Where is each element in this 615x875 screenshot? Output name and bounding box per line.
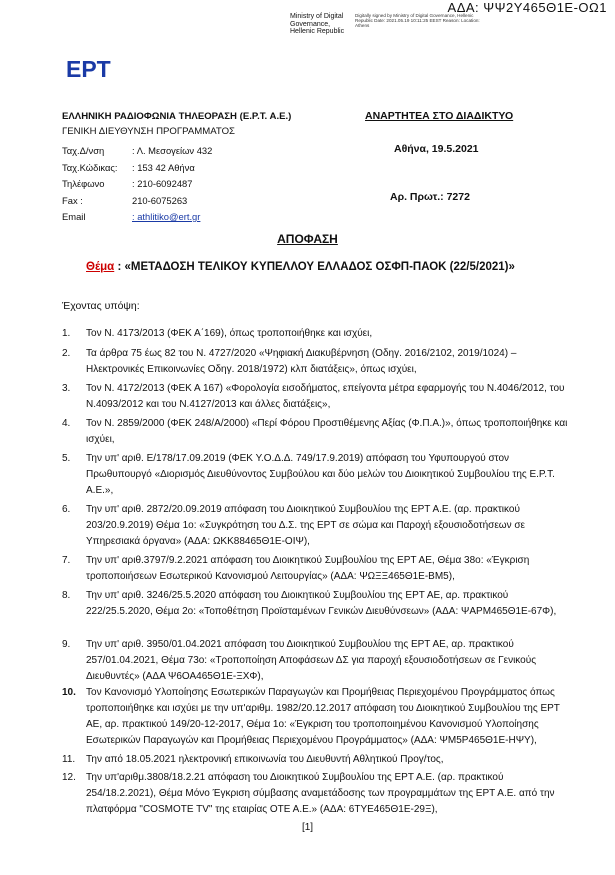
item-text: Την υπ' αριθ. 3246/25.5.2020 απόφαση του Διοικητικού Συμβουλίου της ΕΡΤ ΑΕ, αρ. πρακτικού 222/25.5.2020, Θέμα 2ο: «Τοποθέτηση Προϊσταμένων Γενικών Διευθύνσεων» (ΑΔΑ: ΨΑΡΜ465Θ1Ε-67Φ),: [86, 590, 557, 617]
division-name: ΓΕΝΙΚΗ ΔΙΕΥΘΥΝΣΗ ΠΡΟΓΡΑΜΜΑΤΟΣ: [62, 126, 235, 137]
contact-value: : 210-6092487: [132, 178, 193, 189]
ada-code: ΑΔΑ: ΨΨ2Υ465Θ1Ε-ΟΩ1: [447, 0, 607, 15]
item-number: 10.: [62, 687, 76, 698]
email-link[interactable]: : athlitiko@ert.gr: [132, 211, 201, 222]
item-text: Τον Ν. 4172/2013 (ΦΕΚ Α 167) «Φορολογία εισοδήματος, επείγοντα μέτρα εφαρμογής του Ν.4046/2012, του Ν.4093/2012 και του Ν.4127/2013 και άλλες διατάξεις»,: [86, 383, 565, 410]
intro-text: Έχοντας υπόψη:: [62, 300, 140, 312]
item-number: 3.: [62, 383, 71, 394]
item-number: 8.: [62, 590, 71, 601]
document-title: ΑΠΟΦΑΣΗ: [277, 232, 338, 246]
subject-line: [86, 261, 515, 273]
item-text: Τον Ν. 2859/2000 (ΦΕΚ 248/Α/2000) «Περί Φόρου Προστιθέμενης Αξίας (Φ.Π.Α.)», όπως τροποποιήθηκε και ισχύει,: [86, 418, 568, 445]
item-number: 6.: [62, 504, 71, 515]
item-number: 1.: [62, 328, 71, 339]
item-number: 12.: [62, 772, 76, 783]
organization-name: ΕΛΛΗΝΙΚΗ ΡΑΔΙΟΦΩΝΙΑ ΤΗΛΕΟΡΑΣΗ (Ε.Ρ.Τ. Α.Ε.): [62, 111, 292, 122]
item-number: 4.: [62, 418, 71, 429]
contact-label: Fax :: [62, 194, 83, 206]
item-text: Την υπ' αριθ. 3950/01.04.2021 απόφαση του Διοικητικού Συμβουλίου της ΕΡΤ ΑΕ, αρ. πρακτικού 257/01.04.2021, Θέμα 73ο: «Τροποποίηση Αποφάσεων ΔΣ για παροχή εξουσιοδοτήσεων σε Γενικούς Διευθυντές» (ΑΔΑ Ψ6ΟΑ465Θ1Ε-ΞΧΦ),: [86, 639, 537, 682]
item-number: 11.: [62, 754, 76, 765]
item-number: 7.: [62, 555, 71, 566]
subject-label: Θέμα: [86, 261, 115, 273]
digital-signature-stamp: [290, 13, 490, 61]
item-text: Τον Ν. 4173/2013 (ΦΕΚ Α΄169), όπως τροποποιήθηκε και ισχύει,: [86, 328, 373, 339]
ert-logo: ΕΡΤ: [66, 56, 111, 82]
subject-text: : «ΜΕΤΑΔΟΣΗ ΤΕΛΙΚΟΥ ΚΥΠΕΛΛΟΥ ΕΛΛΑΔΟΣ ΟΣΦΠ-ΠΑΟΚ (22/5/2021)»: [114, 261, 515, 273]
item-text: Την υπ' αριθ.3797/9.2.2021 απόφαση του Διοικητικού Συμβουλίου της ΕΡΤ ΑΕ, Θέμα 38ο: «Έγκριση τροποποιήσεων Εσωτερικού Κανονισμού Λειτουργίας» (ΑΔΑ: ΨΩΞΞ465Θ1Ε-ΒΜ5),: [86, 555, 530, 582]
protocol-number: Αρ. Πρωτ.: 7272: [390, 191, 470, 203]
contact-value: : 153 42 Αθήνα: [132, 161, 195, 173]
item-text: Την από 18.05.2021 ηλεκτρονική επικοινωνία του Διευθυντή Αθλητικού Προγ/τος,: [86, 754, 444, 765]
signature-details: Digitally signed by Ministry of Digital Governance, Hellenic Republic Date: 2021.05.19 10:11:25 EEST Reason: Location: Athens: [355, 13, 480, 29]
item-text: Την υπ' αριθ. Ε/178/17.09.2019 (ΦΕΚ Υ.Ο.Δ.Δ. 749/17.9.2019) απόφαση του Υφυπουργού στον Πρωθυπουργό «Διορισμός Διευθύνοντος Συμβούλου και δύο μελών του Διοικητικού Συμβουλίου της Ε.Ρ.Τ. Α.Ε.»,: [86, 453, 555, 496]
contact-value: : Λ. Μεσογείων 432: [132, 145, 213, 156]
signature-signer: Ministry of Digital Governance, Hellenic Republic: [290, 13, 345, 35]
item-text: Την υπ'αριθμ.3808/18.2.21 απόφαση του Διοικητικού Συμβουλίου της ΕΡΤ Α.Ε. (αρ. πρακτικού 254/18.2.2021), Θέμα Μόνο Έγκριση σύμβασης αναμετάδοσης των προγραμμάτων της ΕΡΤ Α.Ε. από την πλατφόρμα "COSMOTE TV" της εταιρίας ΟΤΕ Α.Ε.» (ΑΔΑ: 6ΤΥΕ465Θ1Ε-29Ξ),: [86, 772, 555, 815]
page-number: [1]: [301, 822, 314, 833]
item-text: Την υπ' αριθ. 2872/20.09.2019 απόφαση του Διοικητικού Συμβουλίου της ΕΡΤ Α.Ε. (αρ. πρακτικού 203/20.9.2019) Θέμα 1ο: «Συγκρότηση του Δ.Σ. της ΕΡΤ σε σώμα και Παροχή εξουσιοδοτήσεων σε Υπηρεσιακά όργανα» (ΑΔΑ: ΩΚΚ88465Θ1Ε-ΟΙΨ),: [86, 504, 525, 547]
document-date: Αθήνα, 19.5.2021: [394, 143, 479, 155]
contact-label: Ταχ.Κώδικας:: [62, 161, 118, 173]
item-number: 5.: [62, 453, 71, 464]
contact-label: Ταχ.Δ/νση: [62, 145, 105, 156]
contact-label: Email: [62, 211, 86, 222]
item-number: 2.: [62, 348, 71, 359]
item-text: Τα άρθρα 75 έως 82 του Ν. 4727/2020 «Ψηφιακή Διακυβέρνηση (Οδηγ. 2016/2102, 2019/1024) – Ηλεκτρονικές Επικοινωνίες Οδηγ. 2018/1972) κλπ διατάξεις», όπως ισχύει,: [86, 348, 517, 375]
contact-label: Τηλέφωνο: [62, 178, 105, 189]
item-text: Τον Κανονισμό Υλοποίησης Εσωτερικών Παραγωγών και Προμήθειας Περιεχομένου Προγράμματος όπως τροποποιήθηκε και ισχύει με την υπ'αριθμ. 1982/20.12.2017 απόφαση του Διοικητικού Συμβουλίου της ΕΡΤ ΑΕ, αρ. πρακτικού 149/20-12-2017, Θέμα 1ο: «Έγκριση του τροποποιημένου Κανονισμού Υλοποίησης Εσωτερικών Παραγωγών και Προμήθειας Περιεχομένου Προγράμματος» (ΑΔΑ: ΨΜ5Ρ465Θ1Ε-ΗΨΥ),: [86, 687, 560, 746]
contact-value: 210-6075263: [132, 194, 188, 206]
publish-notice: ΑΝΑΡΤΗΤΕΑ ΣΤΟ ΔΙΑΔΙΚΤΥΟ: [365, 110, 514, 122]
item-number: 9.: [62, 639, 71, 650]
